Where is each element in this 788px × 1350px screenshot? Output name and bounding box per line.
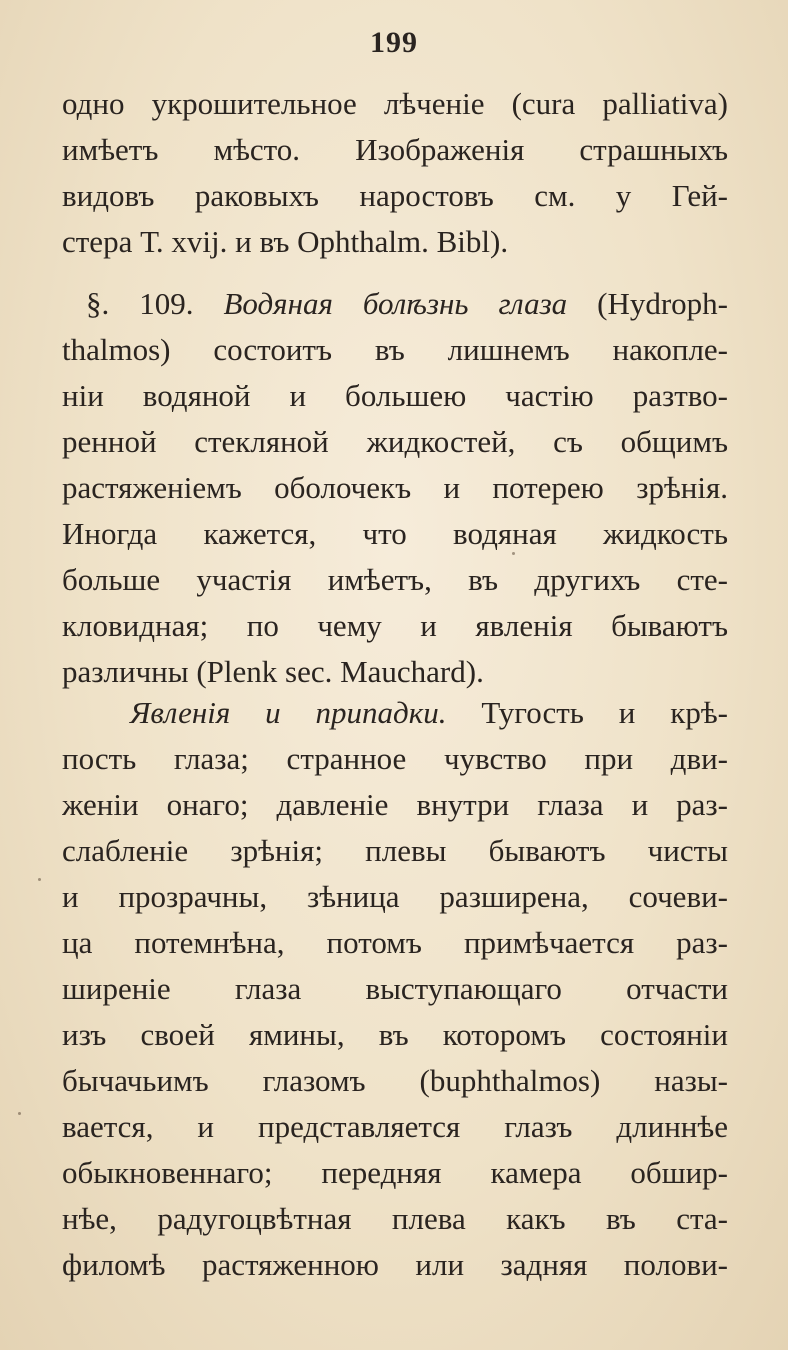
- text-line: различны (Plenk sec. Mauchard).: [62, 654, 484, 689]
- page-number: 199: [370, 26, 418, 59]
- text-line: слабленіе зрѣнія; плевы бываютъ чисты: [62, 833, 728, 868]
- text-line: имѣетъ мѣсто. Изображенія страшныхъ: [62, 132, 728, 167]
- paper-speck: [38, 878, 41, 881]
- paper-speck: [512, 552, 515, 555]
- paragraph-2: [62, 281, 728, 695]
- text-line: ніи водяной и большею частію разтво-: [62, 378, 728, 413]
- text-fragment: (Hydroph-: [567, 286, 728, 321]
- paragraph-1: [62, 81, 728, 265]
- text-line: ширеніе глаза выступающаго отчасти: [62, 971, 728, 1006]
- text-line: филомѣ растяженною или задняя полови-: [62, 1247, 728, 1282]
- text-line: кловидная; по чему и явленія бываютъ: [62, 608, 728, 643]
- text-line: одно укрошительное лѣченіе (cura palliativa): [62, 86, 728, 121]
- text-line: изъ своей ямины, въ которомъ состояніи: [62, 1017, 728, 1052]
- paper-speck: [18, 1112, 21, 1115]
- text-line: стера Т. xvij. и въ Ophthalm. Bibl).: [62, 224, 509, 259]
- text-line: thalmos) состоитъ въ лишнемъ накопле-: [62, 332, 728, 367]
- text-line: растяженіемъ оболочекъ и потерею зрѣнія.: [62, 470, 728, 505]
- text-line: обыкновеннаго; передняя камера обшир-: [62, 1155, 728, 1190]
- text-line: нѣе, радугоцвѣтная плева какъ въ ста-: [62, 1201, 728, 1236]
- text-line: Иногда кажется, что водяная жидкость: [62, 516, 728, 551]
- section-subtitle: Явленія и припадки.: [130, 695, 447, 730]
- text-line: больше участія имѣетъ, въ другихъ сте-: [62, 562, 728, 597]
- section-number: §. 109.: [86, 286, 224, 321]
- text-line: видовъ раковыхъ наростовъ см. у Гей-: [62, 178, 728, 213]
- section-title: Водяная болѣзнь глаза: [223, 286, 568, 321]
- paragraph-3: [62, 690, 728, 1288]
- text-line: ренной стекляной жидкостей, съ общимъ: [62, 424, 728, 459]
- text-line-heading: [62, 690, 728, 736]
- text-line: женіи онаго; давленіе внутри глаза и раз-: [62, 787, 728, 822]
- text-fragment: Тугость и крѣ-: [446, 695, 728, 730]
- text-line: пость глаза; странное чувство при дви-: [62, 741, 728, 776]
- text-line: ца потемнѣна, потомъ примѣчается раз-: [62, 925, 728, 960]
- text-line: и прозрачны, зѣница разширена, сочеви-: [62, 879, 728, 914]
- text-line: вается, и представляется глазъ длиннѣе: [62, 1109, 728, 1144]
- text-line: бычачьимъ глазомъ (buphthalmos) назы-: [62, 1063, 728, 1098]
- text-line-heading: [62, 281, 728, 327]
